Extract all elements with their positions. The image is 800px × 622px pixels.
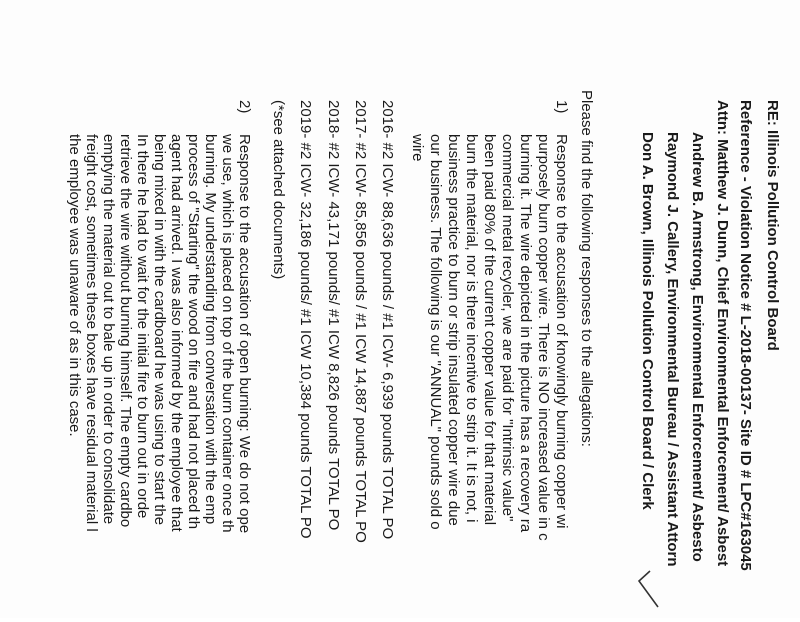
response1-line: been paid 80% of the current copper value for that material bbox=[481, 134, 498, 526]
response2-line: retrieve the wire without burning himself. The empty cardbo bbox=[117, 134, 134, 528]
response2-line: agent had arrived. I was also informed by the employee that bbox=[168, 134, 185, 532]
response2-line: emptying the material out to bale up in order to consolidate bbox=[100, 134, 117, 525]
annual-line-2019: 2019- #2 ICW- 32,186 pounds/ #1 ICW 10,384 pounds TOTAL PO bbox=[297, 100, 314, 539]
response1-line: wire bbox=[409, 134, 426, 162]
reference-line: Reference - Violation Notice # L-2018-00137- Site ID # LPC#163045 bbox=[737, 100, 754, 571]
response2-number: 2) bbox=[236, 100, 253, 114]
annual-line-2017: 2017- #2 ICW- 85,856 pounds / #1 ICW 14,887 pounds TOTAL PO bbox=[352, 100, 369, 543]
response2-line: the employee was unaware of as in this case. bbox=[66, 134, 83, 437]
response2-line: burning. My understanding from conversation with the emp bbox=[202, 134, 219, 525]
annual-line-2016: 2016- #2 ICW- 88,636 pounds / #1 ICW- 6,939 pounds TOTAL PO bbox=[379, 100, 396, 540]
re-line: RE: Illinois Pollution Control Board bbox=[764, 100, 781, 351]
response1-number: 1) bbox=[553, 100, 570, 114]
cc-line-1: Andrew B. Armstrong, Environmental Enforcement/ Asbesto bbox=[689, 132, 706, 562]
see-attached-note: (*see attached documents) bbox=[270, 100, 287, 280]
response2-line: being mixed in with the cardboard he was using to start the bbox=[151, 134, 168, 526]
response1-line: business practice to burn or strip insulated copper wire due bbox=[445, 134, 462, 526]
response1-line: Response to the accusation of knowingly burning copper wi bbox=[553, 134, 570, 529]
response1-line: burning it. The wire depicted in the picture has a recovery ra bbox=[517, 134, 534, 533]
checkmark-icon bbox=[636, 569, 660, 609]
response1-line: commercial metal recycler, we are paid for "Intrinsic value" bbox=[499, 134, 516, 522]
annual-line-2018: 2018- #2 ICW- 43,171 pounds/ #1 ICW 8,826 pounds TOTAL PO bbox=[325, 100, 342, 531]
response2-line: In there he had to wait for the initial fire to burn out in orde bbox=[134, 134, 151, 519]
attn-line: Attn: Matthew J. Dunn, Chief Environmental Enforcement/ Asbest bbox=[714, 100, 731, 567]
intro-line: Please find the following responses to the allegations: bbox=[578, 90, 595, 447]
response2-line: freight cost, sometimes these boxes have residual material l bbox=[83, 134, 100, 532]
response1-line: our business. The following is our "ANNUAL" pounds sold o bbox=[427, 134, 444, 530]
response2-line: we use, which is placed on top of the burn container once th bbox=[219, 134, 236, 533]
response1-line: purposely burn copper wire. There is NO increased value in c bbox=[535, 134, 552, 541]
cc-line-2: Raymond J. Callery, Environmental Bureau / Assistant Attorn bbox=[664, 132, 681, 567]
cc-line-3: Don A. Brown, Illinois Pollution Control Board / Clerk bbox=[639, 132, 656, 510]
response2-line: Response to the accusation of open burning: We do not ope bbox=[236, 134, 253, 534]
response2-line: process of "Starting" the wood on fire and had not placed th bbox=[185, 134, 202, 530]
response1-line: burn the material, nor is there incentive to strip it. It is not, i bbox=[463, 134, 480, 523]
